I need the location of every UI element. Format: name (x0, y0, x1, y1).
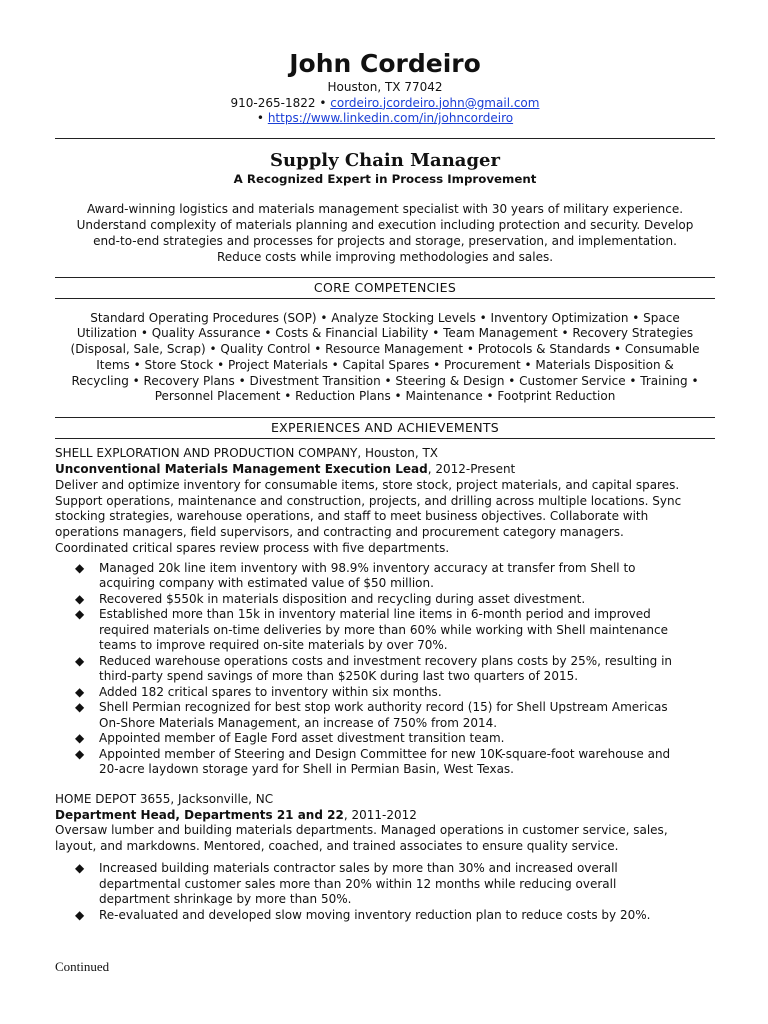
achievement-line: On-Shore Materials Management, an increase of 750% from 2014. (99, 715, 498, 730)
achievement-item (55, 861, 715, 908)
headline (55, 150, 715, 187)
dates: , 2011-2012 (343, 807, 417, 822)
diamond-bullet-icon: ◆ (75, 746, 85, 761)
achievement-item (55, 731, 715, 747)
achievement-line: Increased building materials contractor sales by more than 30% and increased overall (99, 861, 618, 876)
linkedin-link[interactable]: https://www.linkedin.com/in/johncordeiro (267, 111, 514, 125)
resume-header (55, 48, 715, 127)
role: Unconventional Materials Management Execution Lead (55, 462, 428, 477)
diamond-bullet-icon: ◆ (75, 861, 85, 876)
achievement-line: 20-acre laydown storage yard for Shell in Permian Basin, West Texas. (99, 762, 514, 777)
summary-line: end-to-end strategies and processes for projects and storage, preservation, and implementation. (93, 233, 677, 248)
section-heading: EXPERIENCES AND ACHIEVEMENTS (270, 420, 500, 436)
candidate-name: John Cordeiro (289, 49, 481, 78)
achievement-line: department shrinkage by more than 50%. (99, 892, 352, 907)
achievement-line: Shell Permian recognized for best stop work authority record (15) for Shell Upstream Americas (99, 700, 668, 715)
description-line: layout, and markdowns. Mentored, coached, and trained associates to ensure quality service. (55, 839, 619, 854)
achievement-line: acquiring company with estimated value of $50 million. (99, 576, 434, 591)
job-entry (55, 446, 715, 778)
achievement-line: Recovered $550k in materials disposition and recycling during asset divestment. (99, 591, 586, 606)
achievement-line: departmental customer sales more than 20% within 12 months while reducing overall (99, 876, 617, 891)
competency-line: Utilization • Quality Assurance • Costs & Financial Liability • Team Management • Recovery Strategies (76, 326, 694, 341)
diamond-bullet-icon: ◆ (75, 607, 85, 622)
competency-line: (Disposal, Sale, Scrap) • Quality Control • Resource Management • Protocols & Standards • Consumable (70, 342, 700, 357)
achievement-item (55, 561, 715, 592)
experience-section (55, 417, 715, 923)
competencies-list (55, 311, 715, 406)
achievement-line: Established more than 15k in inventory material line items in 6-month period and improved (99, 607, 651, 622)
achievement-line: Added 182 critical spares to inventory within six months. (99, 684, 442, 699)
achievement-item (55, 592, 715, 608)
achievement-line: third-party spend savings of more than $250K during last two quarters of 2015. (99, 669, 579, 684)
diamond-bullet-icon: ◆ (75, 591, 85, 606)
achievement-line: teams to improve required on-site materials by over 70%. (99, 638, 448, 653)
summary (55, 201, 715, 265)
role-line (55, 808, 715, 824)
dates: , 2012-Present (427, 462, 516, 477)
diamond-bullet-icon: ◆ (75, 907, 85, 922)
competency-line: Recycling • Recovery Plans • Divestment Transition • Steering & Design • Customer Service • Training • (71, 373, 699, 388)
linkedin-prefix: • (256, 111, 268, 125)
achievement-item (55, 654, 715, 685)
section-divider (55, 298, 715, 299)
description-line: stocking strategies, warehouse operations, and staff to meet business objectives. Collaborate with (55, 509, 649, 524)
section-heading: CORE COMPETENCIES (313, 279, 457, 295)
company: SHELL EXPLORATION AND PRODUCTION COMPANY, Houston, TX (55, 446, 438, 461)
linkedin-line (55, 111, 715, 127)
achievement-line: Appointed member of Eagle Ford asset divestment transition team. (99, 731, 505, 746)
achievement-list (55, 861, 715, 923)
achievement-line: required materials on-time deliveries by more than 60% while working with Shell maintenance (99, 622, 668, 637)
role-line (55, 462, 715, 478)
summary-line: Reduce costs while improving methodologies and sales. (216, 249, 554, 264)
job-description (55, 478, 715, 557)
description-line: Oversaw lumber and building materials departments. Managed operations in customer service, sales, (55, 823, 668, 838)
achievement-item (55, 607, 715, 654)
address: Houston, TX 77042 (327, 80, 443, 94)
achievement-list (55, 561, 715, 778)
phone-email-line (55, 96, 715, 112)
achievement-line: Appointed member of Steering and Design Committee for new 10K-square-foot warehouse and (99, 746, 671, 761)
diamond-bullet-icon: ◆ (75, 731, 85, 746)
competencies-section (55, 277, 715, 406)
achievement-item (55, 685, 715, 701)
email-link[interactable]: cordeiro.jcordeiro.john@gmail.com (330, 95, 540, 110)
competency-line: Items • Store Stock • Project Materials • Capital Spares • Procurement • Materials Disposition & (96, 357, 674, 372)
continued-label: Continued (55, 959, 110, 974)
role: Department Head, Departments 21 and 22 (55, 807, 344, 822)
job-subtitle: A Recognized Expert in Process Improvement (233, 171, 537, 186)
description-line: operations managers, field supervisors, and contracting and procurement category managers. (55, 525, 624, 540)
description-line: Deliver and optimize inventory for consumable items, store stock, project materials, and capital spares. (55, 477, 680, 492)
achievement-line: Reduced warehouse operations costs and investment recovery plans costs by 25%, resulting in (99, 653, 673, 668)
diamond-bullet-icon: ◆ (75, 684, 85, 699)
description-line: Coordinated critical spares review process with five departments. (55, 541, 450, 556)
summary-line: Understand complexity of materials planning and execution including protection and security. Develop (76, 217, 694, 232)
achievement-item (55, 908, 715, 924)
job-entry (55, 792, 715, 923)
company: HOME DEPOT 3655, Jacksonville, NC (55, 791, 274, 806)
job-title: Supply Chain Manager (270, 149, 500, 171)
job-description (55, 823, 715, 855)
summary-line: Award-winning logistics and materials management specialist with 30 years of military experience. (86, 201, 684, 216)
diamond-bullet-icon: ◆ (75, 700, 85, 715)
achievement-item (55, 747, 715, 778)
competency-line: Personnel Placement • Reduction Plans • Maintenance • Footprint Reduction (154, 389, 616, 404)
achievement-item (55, 700, 715, 731)
diamond-bullet-icon: ◆ (75, 560, 85, 575)
achievement-line: Re-evaluated and developed slow moving inventory reduction plan to reduce costs by 20%. (99, 907, 651, 922)
section-divider (55, 438, 715, 439)
phone: 910-265-1822 • (230, 95, 331, 110)
achievement-line: Managed 20k line item inventory with 98.9% inventory accuracy at transfer from Shell to (99, 560, 636, 575)
description-line: Support operations, maintenance and construction, projects, and drilling across multiple locations. Sync (55, 493, 682, 508)
competency-line: Standard Operating Procedures (SOP) • Analyze Stocking Levels • Inventory Optimization • Space (90, 310, 680, 325)
resume-page (55, 48, 715, 923)
diamond-bullet-icon: ◆ (75, 653, 85, 668)
header-divider (55, 138, 715, 139)
